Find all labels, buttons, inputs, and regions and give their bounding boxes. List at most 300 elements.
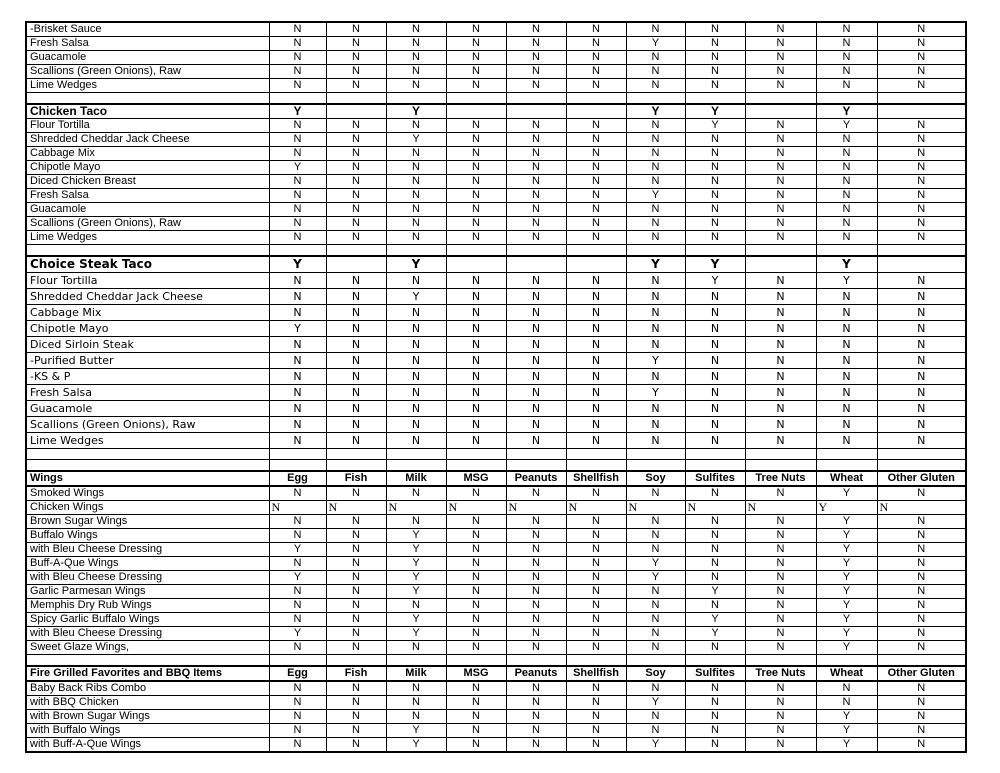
value-cell: N [566, 79, 626, 93]
value-cell: N [326, 417, 386, 433]
value-cell: Y [386, 256, 446, 273]
value-cell: N [386, 161, 446, 175]
empty-cell [877, 655, 966, 667]
value-cell: Y [626, 557, 685, 571]
column-header-cell: Milk [386, 471, 446, 486]
empty-cell [816, 449, 877, 460]
value-cell: N [326, 353, 386, 369]
item-name-cell: with Bleu Cheese Dressing [26, 571, 269, 585]
value-cell [877, 104, 966, 119]
value-cell [566, 256, 626, 273]
value-cell: N [506, 515, 566, 529]
value-cell: Y [626, 385, 685, 401]
value-cell: N [326, 65, 386, 79]
value-cell: N [626, 627, 685, 641]
value-cell: N [626, 515, 685, 529]
item-name-cell: Scallions (Green Onions), Raw [26, 217, 269, 231]
value-cell: Y [816, 710, 877, 724]
value-cell: N [685, 37, 745, 51]
value-cell: N [685, 696, 745, 710]
item-name-cell: with Brown Sugar Wings [26, 710, 269, 724]
value-cell: N [877, 22, 966, 37]
value-cell: N [326, 515, 386, 529]
value-cell: Y [386, 724, 446, 738]
value-cell: N [745, 175, 816, 189]
value-cell: N [446, 217, 506, 231]
value-cell: N [685, 401, 745, 417]
value-cell: N [269, 65, 326, 79]
value-cell: N [816, 321, 877, 337]
value-cell: Y [816, 613, 877, 627]
value-cell: N [685, 738, 745, 753]
empty-cell [877, 460, 966, 472]
value-cell: N [745, 65, 816, 79]
value-cell: Y [685, 119, 745, 133]
item-name-cell: Scallions (Green Onions), Raw [26, 417, 269, 433]
value-cell: Y [386, 104, 446, 119]
value-cell: N [386, 273, 446, 289]
value-cell: N [745, 557, 816, 571]
item-name-cell: with BBQ Chicken [26, 696, 269, 710]
item-name-cell: Lime Wedges [26, 79, 269, 93]
value-cell: N [745, 119, 816, 133]
item-name-cell: Flour Tortilla [26, 273, 269, 289]
empty-cell [685, 93, 745, 105]
table-row [26, 433, 966, 449]
empty-cell [685, 245, 745, 257]
value-cell: N [326, 147, 386, 161]
value-cell: N [326, 321, 386, 337]
value-cell [506, 104, 566, 119]
value-cell: N [269, 353, 326, 369]
empty-cell [877, 449, 966, 460]
table-row [26, 724, 966, 738]
value-cell: N [745, 273, 816, 289]
value-cell: N [745, 289, 816, 305]
value-cell: N [745, 529, 816, 543]
value-cell: N [386, 217, 446, 231]
value-cell: N [446, 337, 506, 353]
empty-cell [446, 245, 506, 257]
value-cell: N [685, 641, 745, 655]
value-cell: N [877, 203, 966, 217]
table-row [26, 22, 966, 37]
item-name-cell: with Bleu Cheese Dressing [26, 627, 269, 641]
value-cell: N [326, 217, 386, 231]
empty-cell [446, 655, 506, 667]
value-cell: N [326, 273, 386, 289]
value-cell: Y [386, 289, 446, 305]
value-cell: N [386, 501, 446, 515]
empty-cell [626, 93, 685, 105]
value-cell: N [566, 353, 626, 369]
empty-cell [816, 245, 877, 257]
value-cell: N [626, 175, 685, 189]
value-cell: N [566, 369, 626, 385]
value-cell: Y [269, 161, 326, 175]
value-cell: N [506, 543, 566, 557]
value-cell: N [446, 696, 506, 710]
column-header-cell: Peanuts [506, 666, 566, 681]
value-cell: N [816, 175, 877, 189]
value-cell: N [326, 543, 386, 557]
value-cell: N [269, 681, 326, 696]
value-cell: N [446, 515, 506, 529]
item-name-cell: Chicken Taco [26, 104, 269, 119]
value-cell: N [326, 501, 386, 515]
value-cell: N [685, 681, 745, 696]
value-cell: N [386, 369, 446, 385]
empty-cell [506, 460, 566, 472]
value-cell: Y [816, 627, 877, 641]
value-cell: N [745, 231, 816, 245]
value-cell: N [685, 501, 745, 515]
value-cell: Y [626, 104, 685, 119]
value-cell: N [446, 175, 506, 189]
value-cell: N [386, 515, 446, 529]
value-cell: N [685, 217, 745, 231]
value-cell: N [386, 231, 446, 245]
value-cell: N [326, 738, 386, 753]
value-cell: N [506, 119, 566, 133]
value-cell: N [816, 65, 877, 79]
value-cell: N [745, 401, 816, 417]
value-cell: N [877, 147, 966, 161]
value-cell: N [506, 529, 566, 543]
value-cell: Y [269, 256, 326, 273]
table-row [26, 486, 966, 501]
value-cell: N [626, 305, 685, 321]
value-cell: N [626, 22, 685, 37]
value-cell: N [745, 501, 816, 515]
value-cell: N [326, 337, 386, 353]
value-cell: N [745, 738, 816, 753]
value-cell: N [386, 599, 446, 613]
value-cell: N [877, 401, 966, 417]
value-cell: N [566, 321, 626, 337]
empty-cell [269, 93, 326, 105]
value-cell: N [626, 543, 685, 557]
value-cell: N [626, 401, 685, 417]
value-cell: N [269, 175, 326, 189]
value-cell: N [566, 681, 626, 696]
value-cell: N [506, 353, 566, 369]
column-header-cell: Wheat [816, 666, 877, 681]
value-cell: N [326, 305, 386, 321]
value-cell: N [269, 529, 326, 543]
table-row [26, 613, 966, 627]
value-cell: N [566, 175, 626, 189]
empty-cell [446, 93, 506, 105]
value-cell: N [816, 161, 877, 175]
empty-cell [745, 93, 816, 105]
value-cell: N [626, 724, 685, 738]
value-cell: Y [816, 599, 877, 613]
value-cell: N [269, 433, 326, 449]
value-cell: Y [386, 585, 446, 599]
value-cell: N [269, 189, 326, 203]
value-cell: N [877, 599, 966, 613]
value-cell: N [506, 585, 566, 599]
value-cell: N [816, 203, 877, 217]
value-cell: N [745, 305, 816, 321]
table-row [26, 501, 966, 515]
value-cell: N [816, 231, 877, 245]
empty-cell [566, 245, 626, 257]
table-row [26, 37, 966, 51]
item-name-cell: Spicy Garlic Buffalo Wings [26, 613, 269, 627]
value-cell: N [816, 133, 877, 147]
value-cell: N [326, 133, 386, 147]
value-cell: N [446, 353, 506, 369]
value-cell: N [506, 738, 566, 753]
value-cell: N [745, 681, 816, 696]
empty-cell [386, 245, 446, 257]
value-cell: N [326, 571, 386, 585]
item-name-cell: Cabbage Mix [26, 305, 269, 321]
value-cell: N [877, 273, 966, 289]
value-cell: Y [816, 256, 877, 273]
value-cell: N [269, 305, 326, 321]
value-cell: N [566, 147, 626, 161]
value-cell: N [506, 65, 566, 79]
empty-cell [506, 449, 566, 460]
value-cell: N [446, 65, 506, 79]
value-cell: N [816, 417, 877, 433]
empty-cell [745, 449, 816, 460]
value-cell: N [816, 189, 877, 203]
value-cell: N [877, 585, 966, 599]
empty-cell [685, 460, 745, 472]
value-cell: N [816, 22, 877, 37]
value-cell: N [626, 133, 685, 147]
value-cell: N [566, 613, 626, 627]
value-cell [877, 256, 966, 273]
value-cell: N [446, 119, 506, 133]
value-cell: N [446, 681, 506, 696]
item-name-cell: -Purified Butter [26, 353, 269, 369]
value-cell: N [626, 501, 685, 515]
value-cell: N [446, 417, 506, 433]
value-cell: N [877, 51, 966, 65]
value-cell: N [816, 305, 877, 321]
value-cell: N [446, 710, 506, 724]
value-cell: N [877, 133, 966, 147]
value-cell: N [626, 417, 685, 433]
value-cell: N [386, 37, 446, 51]
value-cell: N [745, 696, 816, 710]
value-cell: N [626, 119, 685, 133]
item-name-cell: Shredded Cheddar Jack Cheese [26, 133, 269, 147]
table-row [26, 529, 966, 543]
value-cell: N [626, 641, 685, 655]
value-cell: N [877, 161, 966, 175]
value-cell: N [269, 696, 326, 710]
value-cell: N [326, 79, 386, 93]
spacer-row [26, 460, 966, 472]
value-cell: Y [816, 501, 877, 515]
item-name-cell: Choice Steak Taco [26, 256, 269, 273]
value-cell: N [877, 681, 966, 696]
value-cell: N [446, 22, 506, 37]
table-row [26, 161, 966, 175]
table-row [26, 175, 966, 189]
value-cell: N [506, 161, 566, 175]
item-name-cell: Fresh Salsa [26, 37, 269, 51]
value-cell: N [566, 599, 626, 613]
value-cell: N [269, 515, 326, 529]
value-cell: N [506, 133, 566, 147]
value-cell: N [566, 305, 626, 321]
value-cell: N [446, 37, 506, 51]
column-header-row [26, 666, 966, 681]
value-cell: N [506, 696, 566, 710]
value-cell: N [326, 175, 386, 189]
table-row [26, 337, 966, 353]
value-cell: N [446, 557, 506, 571]
value-cell: N [269, 203, 326, 217]
item-name-cell: Fresh Salsa [26, 385, 269, 401]
value-cell: N [877, 724, 966, 738]
value-cell: N [506, 203, 566, 217]
value-cell: N [626, 321, 685, 337]
value-cell: N [685, 710, 745, 724]
value-cell: N [446, 571, 506, 585]
item-name-cell: Brown Sugar Wings [26, 515, 269, 529]
value-cell: Y [816, 585, 877, 599]
column-header-cell: Peanuts [506, 471, 566, 486]
empty-cell [326, 655, 386, 667]
value-cell: N [446, 529, 506, 543]
spacer-row [26, 93, 966, 105]
value-cell: N [506, 305, 566, 321]
value-cell: N [745, 385, 816, 401]
value-cell: Y [816, 486, 877, 501]
value-cell: N [877, 217, 966, 231]
column-header-cell: Fish [326, 666, 386, 681]
empty-cell [326, 460, 386, 472]
value-cell: N [816, 289, 877, 305]
value-cell: N [566, 543, 626, 557]
value-cell: Y [816, 529, 877, 543]
empty-cell [626, 655, 685, 667]
value-cell: Y [386, 571, 446, 585]
table-row [26, 369, 966, 385]
value-cell: N [626, 710, 685, 724]
value-cell: N [506, 175, 566, 189]
item-name-cell: Chicken Wings [26, 501, 269, 515]
value-cell: N [506, 231, 566, 245]
value-cell: Y [626, 256, 685, 273]
item-name-cell: Chipotle Mayo [26, 321, 269, 337]
value-cell: N [745, 133, 816, 147]
table-row [26, 681, 966, 696]
empty-cell [326, 245, 386, 257]
value-cell: N [745, 571, 816, 585]
value-cell: N [626, 217, 685, 231]
value-cell [745, 104, 816, 119]
item-name-cell: Flour Tortilla [26, 119, 269, 133]
value-cell: N [446, 369, 506, 385]
value-cell: N [386, 417, 446, 433]
value-cell: N [326, 681, 386, 696]
value-cell: N [685, 175, 745, 189]
value-cell: N [566, 738, 626, 753]
column-header-cell: Shellfish [566, 471, 626, 486]
spacer-row [26, 655, 966, 667]
value-cell: N [626, 79, 685, 93]
value-cell: N [745, 337, 816, 353]
value-cell: N [386, 321, 446, 337]
value-cell: N [685, 417, 745, 433]
value-cell: N [685, 22, 745, 37]
value-cell: Y [816, 557, 877, 571]
table-row [26, 571, 966, 585]
value-cell: N [269, 710, 326, 724]
empty-cell [326, 449, 386, 460]
value-cell: N [269, 79, 326, 93]
value-cell: Y [626, 571, 685, 585]
value-cell: N [626, 433, 685, 449]
value-cell: N [386, 22, 446, 37]
value-cell: N [816, 696, 877, 710]
value-cell: N [745, 543, 816, 557]
item-name-cell: Guacamole [26, 401, 269, 417]
value-cell: N [877, 738, 966, 753]
value-cell: N [685, 369, 745, 385]
spacer-row [26, 245, 966, 257]
value-cell: N [566, 133, 626, 147]
empty-cell [566, 655, 626, 667]
item-name-cell: Memphis Dry Rub Wings [26, 599, 269, 613]
value-cell: N [685, 557, 745, 571]
value-cell: N [269, 486, 326, 501]
value-cell: N [386, 641, 446, 655]
value-cell: N [386, 79, 446, 93]
value-cell: N [626, 613, 685, 627]
value-cell: N [626, 51, 685, 65]
value-cell: N [566, 51, 626, 65]
value-cell: N [745, 353, 816, 369]
value-cell: Y [816, 571, 877, 585]
value-cell: N [269, 119, 326, 133]
value-cell: N [386, 175, 446, 189]
empty-cell [269, 655, 326, 667]
value-cell: N [816, 217, 877, 231]
value-cell: Y [269, 627, 326, 641]
value-cell: N [566, 515, 626, 529]
value-cell: Y [626, 353, 685, 369]
column-header-cell: Sulfites [685, 471, 745, 486]
value-cell: N [506, 641, 566, 655]
value-cell: N [566, 501, 626, 515]
value-cell: Y [816, 104, 877, 119]
value-cell: N [506, 51, 566, 65]
table-row [26, 217, 966, 231]
value-cell: N [745, 79, 816, 93]
value-cell: N [745, 599, 816, 613]
value-cell: N [326, 585, 386, 599]
value-cell: N [685, 79, 745, 93]
item-name-cell: Garlic Parmesan Wings [26, 585, 269, 599]
value-cell: N [877, 305, 966, 321]
value-cell: N [877, 543, 966, 557]
value-cell: Y [626, 738, 685, 753]
value-cell: N [326, 51, 386, 65]
value-cell: Y [386, 613, 446, 627]
value-cell: N [269, 585, 326, 599]
value-cell: N [877, 79, 966, 93]
